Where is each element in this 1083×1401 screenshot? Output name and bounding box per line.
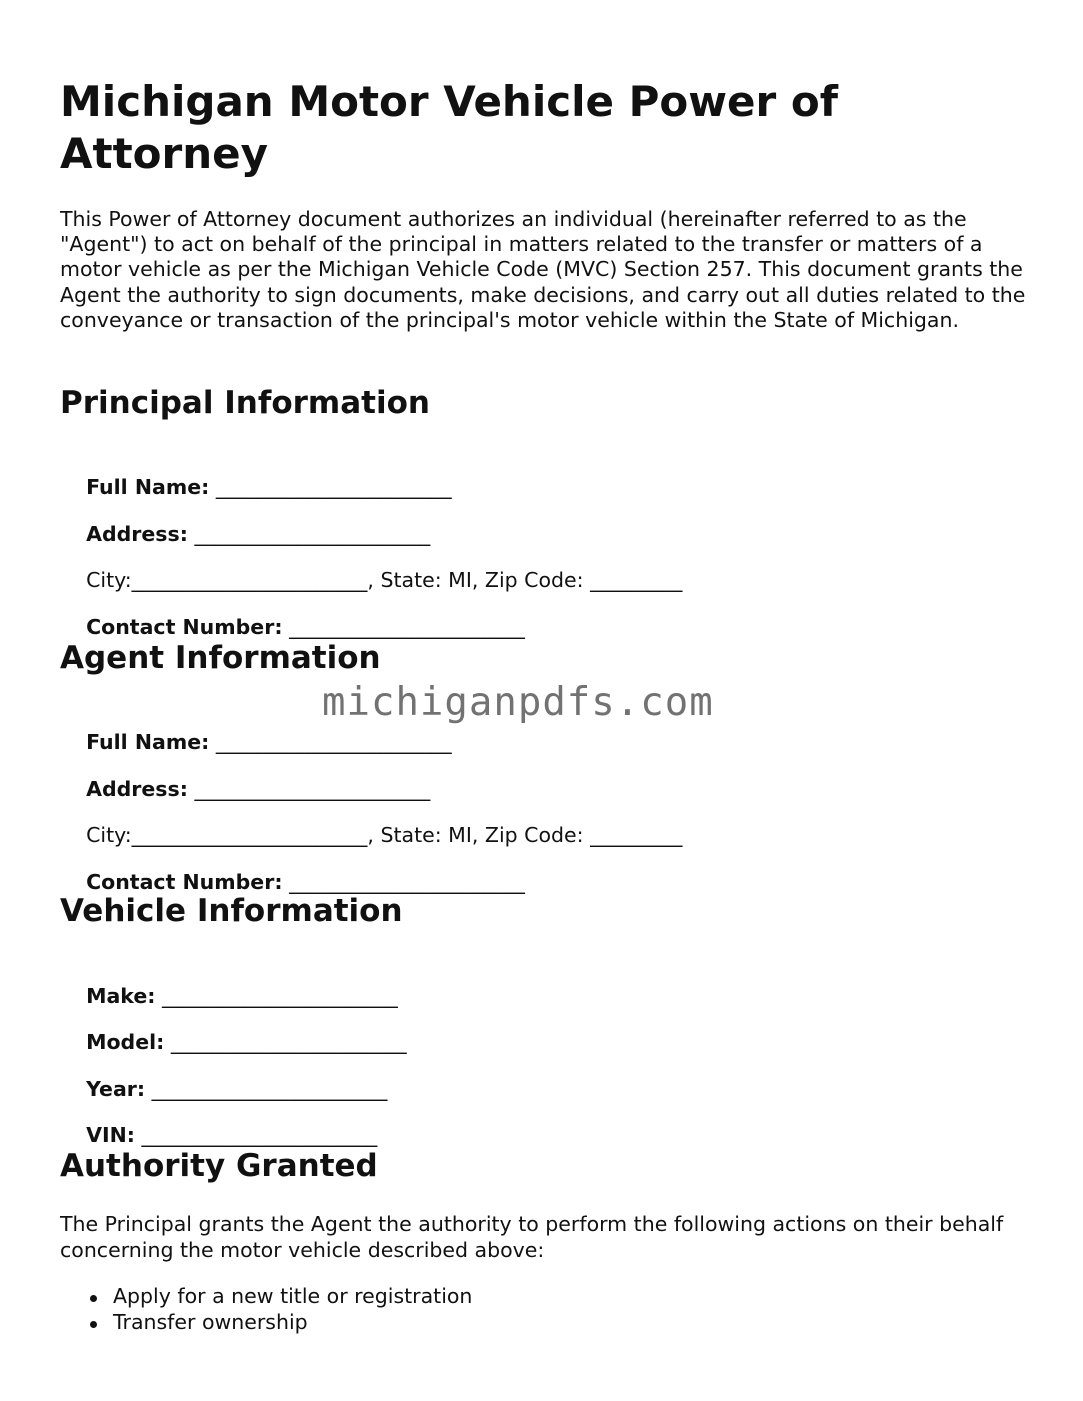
agent-address-label: Address: — [86, 777, 188, 801]
bullet-icon — [90, 1321, 97, 1328]
agent-contact-label: Contact Number: — [86, 870, 283, 894]
authority-list — [60, 1284, 472, 1335]
intro-paragraph: This Power of Attorney document authorizes an individual (hereinafter referred to as the "Agent") to act on behalf of the principal in matters related to the transfer or matters of a motor vehicle as per the Michigan Vehicle Code (MVC) Section 257. This document grants the Agent the authority to sign documents, make decisions, and carry out all duties related to the conveyance or transaction of the principal's motor vehicle within the State of Michigan. — [60, 207, 1026, 332]
document-title: Michigan Motor Vehicle Power of Attorney — [60, 77, 839, 178]
vehicle-make-label: Make: — [86, 984, 156, 1008]
list-item-text: Apply for a new title or registration — [113, 1284, 473, 1308]
watermark: michiganpdfs.com — [322, 680, 714, 725]
agent-heading: Agent Information — [60, 640, 381, 676]
vehicle-year-label: Year: — [86, 1077, 146, 1101]
list-item — [60, 1310, 472, 1336]
vehicle-vin-blank: _______________________ — [141, 1123, 378, 1147]
principal-address-blank: _______________________ — [194, 522, 431, 546]
authority-heading: Authority Granted — [60, 1148, 378, 1184]
principal-full-name-label: Full Name: — [86, 475, 210, 499]
principal-address-label: Address: — [86, 522, 188, 546]
agent-full-name-blank: _______________________ — [215, 730, 452, 754]
principal-contact-label: Contact Number: — [86, 615, 283, 639]
bullet-icon — [90, 1295, 97, 1302]
vehicle-model-label: Model: — [86, 1030, 165, 1054]
agent-full-name-label: Full Name: — [86, 730, 210, 754]
list-item — [60, 1284, 472, 1310]
authority-paragraph: The Principal grants the Agent the authority to perform the following actions on their behalf concerning the motor vehicle described above: — [60, 1212, 1004, 1262]
vehicle-heading: Vehicle Information — [60, 893, 403, 929]
principal-city-state-zip: City:_______________________, State: MI, Zip Code: _________ — [86, 568, 683, 592]
principal-contact-blank: _______________________ — [289, 615, 525, 639]
agent-city-state-zip: City:_______________________, State: MI, Zip Code: _________ — [86, 823, 683, 847]
agent-contact-blank: _______________________ — [289, 870, 525, 894]
vehicle-make-blank: _______________________ — [162, 984, 398, 1008]
principal-heading: Principal Information — [60, 385, 430, 421]
vehicle-vin-label: VIN: — [86, 1123, 135, 1147]
vehicle-year-blank: _______________________ — [151, 1077, 388, 1101]
list-item-text: Transfer ownership — [113, 1309, 308, 1334]
agent-address-blank: _______________________ — [194, 777, 431, 801]
vehicle-model-blank: _______________________ — [170, 1030, 407, 1054]
principal-full-name-blank: _______________________ — [215, 475, 452, 499]
